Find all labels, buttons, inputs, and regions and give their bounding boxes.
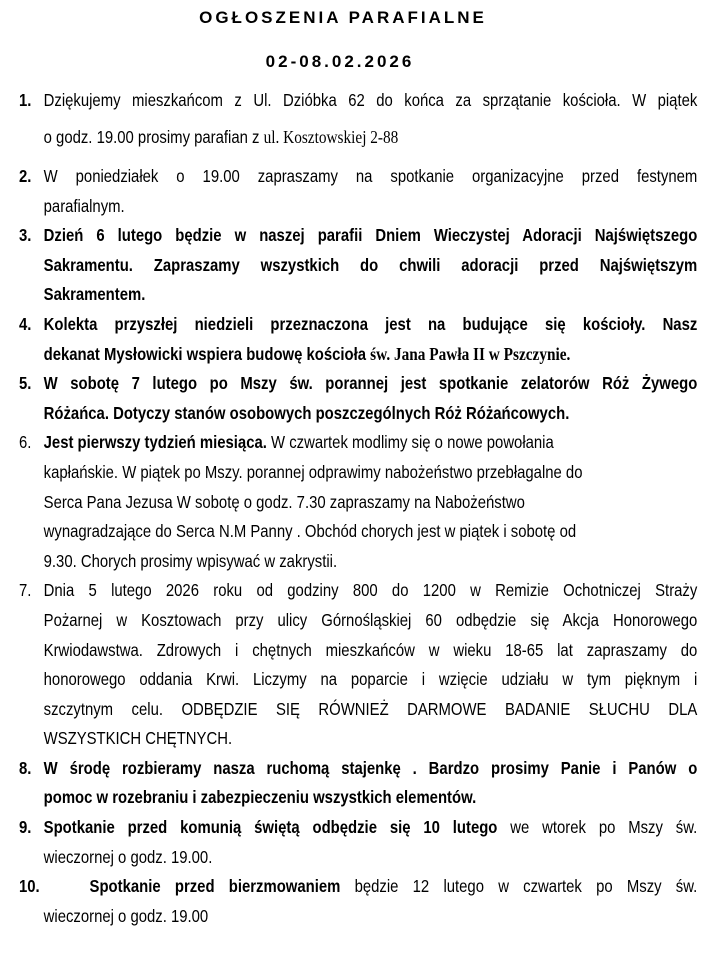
text: kapłańskie. W piątek po Mszy. porannej odprawimy nabożeństwo przebłagalne do (43, 461, 583, 482)
text: we wtorek po Mszy św. (497, 817, 698, 838)
page-title: OGŁOSZENIA PARAFIALNE (199, 8, 487, 27)
text-line (44, 576, 698, 606)
item-number: 4. (19, 313, 32, 334)
bold-text: dekanat Mysłowicki wspiera budowę kościoła (43, 343, 371, 364)
text-line (44, 547, 698, 577)
text-line (44, 82, 698, 119)
text-line (44, 695, 698, 725)
item-text (44, 162, 698, 221)
text-line (44, 754, 698, 784)
announcement-item (19, 428, 697, 576)
text-line (44, 428, 698, 458)
text-line (44, 340, 698, 370)
bold-text: Dzień 6 lutego będzie w naszej parafii Dniem Wieczystej Adoracji Najświętszego (43, 225, 698, 246)
item-number: 6. (19, 432, 32, 453)
bold-text: pomoc w rozebraniu i zabezpieczeniu wszystkich elementów. (43, 787, 477, 808)
item-text (44, 82, 698, 156)
text-line (44, 280, 698, 310)
text: Pożarnej w Kosztowach przy ulicy Górnośląskiej 60 odbędzie się Akcja Honorowego (43, 609, 698, 630)
text-line (44, 310, 698, 340)
bold-text: Sakramentu. Zapraszamy wszystkich do chwili adoracji przed Najświętszym (43, 254, 698, 275)
announcement-item (19, 754, 697, 813)
item-text (44, 310, 698, 369)
text: Dnia 5 lutego 2026 roku od godziny 800 do 1200 w Remizie Ochotniczej Straży (43, 580, 698, 601)
text: będzie 12 lutego w czwartek po Mszy św. (340, 876, 698, 897)
item-text (44, 872, 698, 931)
bold-text: Różańca. Dotyczy stanów osobowych poszczególnych Róż Różańcowych. (43, 402, 570, 423)
date-range: 02-08.02.2026 (265, 52, 415, 71)
text: wieczornej o godz. 19.00. (43, 846, 213, 867)
announcement-list (19, 82, 697, 931)
item-text (44, 576, 698, 754)
text-line (44, 192, 698, 222)
text-line (44, 902, 698, 932)
text-line (44, 251, 698, 281)
text: W czwartek modlimy się o nowe powołania (266, 432, 554, 453)
text-line (44, 783, 698, 813)
announcement-item (19, 162, 697, 221)
item-text (44, 428, 698, 576)
item-number: 2. (19, 166, 32, 186)
text: wieczornej o godz. 19.00 (43, 905, 209, 926)
bold-text: Kolekta przyszłej niedzieli przeznaczona jest na budujące się kościoły. Nasz (43, 313, 698, 334)
text: parafialnym. (43, 195, 125, 216)
bold-text: Jest pierwszy tydzień miesiąca. (43, 432, 267, 453)
text-line (44, 665, 698, 695)
text: W poniedziałek o 19.00 zapraszamy na spotkanie organizacyjne przed festynem (43, 166, 698, 186)
announcement-item (19, 576, 697, 754)
text: Serca Pana Jezusa W sobotę o godz. 7.30 zapraszamy na Nabożeństwo (43, 491, 525, 512)
item-text (44, 369, 698, 428)
text-line (44, 724, 698, 754)
item-text (44, 813, 698, 872)
text-line (44, 399, 698, 429)
bold-text: Sakramentem. (43, 284, 146, 305)
text-line (44, 813, 698, 843)
text-line (44, 369, 698, 399)
text: ul. Kosztowskiej 2-88 (263, 127, 399, 147)
bold-text: Spotkanie przed bierzmowaniem (89, 876, 341, 897)
item-number: 5. (19, 373, 32, 394)
bold-text: św. Jana Pawła II w Pszczynie. (370, 343, 571, 364)
bold-text: Spotkanie przed komunią świętą odbędzie się 10 lutego (43, 817, 498, 838)
text-line (44, 162, 698, 192)
text-line (44, 221, 698, 251)
text: Dziękujemy mieszkańcom z Ul. Dzióbka 62 do końca za sprzątanie kościoła. W piątek (43, 90, 698, 110)
text-line (44, 458, 698, 488)
text-line (44, 636, 698, 666)
item-number: 10. (19, 876, 40, 897)
item-text (44, 754, 698, 813)
announcement-item (19, 369, 697, 428)
announcement-item (19, 221, 697, 310)
text: WSZYSTKICH CHĘTNYCH. (43, 728, 233, 749)
text: wynagradzające do Serca N.M Panny . Obchód chorych jest w piątek i sobotę od (43, 521, 577, 542)
item-number: 3. (19, 225, 32, 246)
text: o godz. 19.00 prosimy parafian z (43, 127, 264, 147)
announcement-item (19, 872, 697, 931)
text-line (44, 517, 698, 547)
announcement-item (19, 813, 697, 872)
item-number: 8. (19, 757, 32, 778)
text: 9.30. Chorych prosimy wpisywać w zakrystii. (43, 550, 338, 571)
text: Krwiodawstwa. Zdrowych i chętnych mieszkańców w wieku 18-65 lat zapraszamy do (43, 639, 698, 660)
text-line (44, 488, 698, 518)
item-number: 9. (19, 817, 32, 838)
item-number: 7. (19, 580, 32, 601)
bold-text: W sobotę 7 lutego po Mszy św. porannej jest spotkanie zelatorów Róż Żywego (43, 373, 698, 394)
text-line (44, 119, 698, 156)
text: honorowego oddania Krwi. Liczymy na poparcie i wzięcie udziału w tym pięknym i (43, 669, 698, 690)
text: szczytnym celu. ODBĘDZIE SIĘ RÓWNIEŻ DARMOWE BADANIE SŁUCHU DLA (43, 698, 698, 719)
bold-text: W środę rozbieramy nasza ruchomą stajenkę . Bardzo prosimy Panie i Panów o (43, 757, 698, 778)
announcement-item (19, 310, 697, 369)
announcement-item (19, 82, 697, 156)
item-text (44, 221, 698, 310)
item-number: 1. (19, 90, 32, 110)
text-line (44, 872, 698, 902)
text-line (44, 843, 698, 873)
text-line (44, 606, 698, 636)
